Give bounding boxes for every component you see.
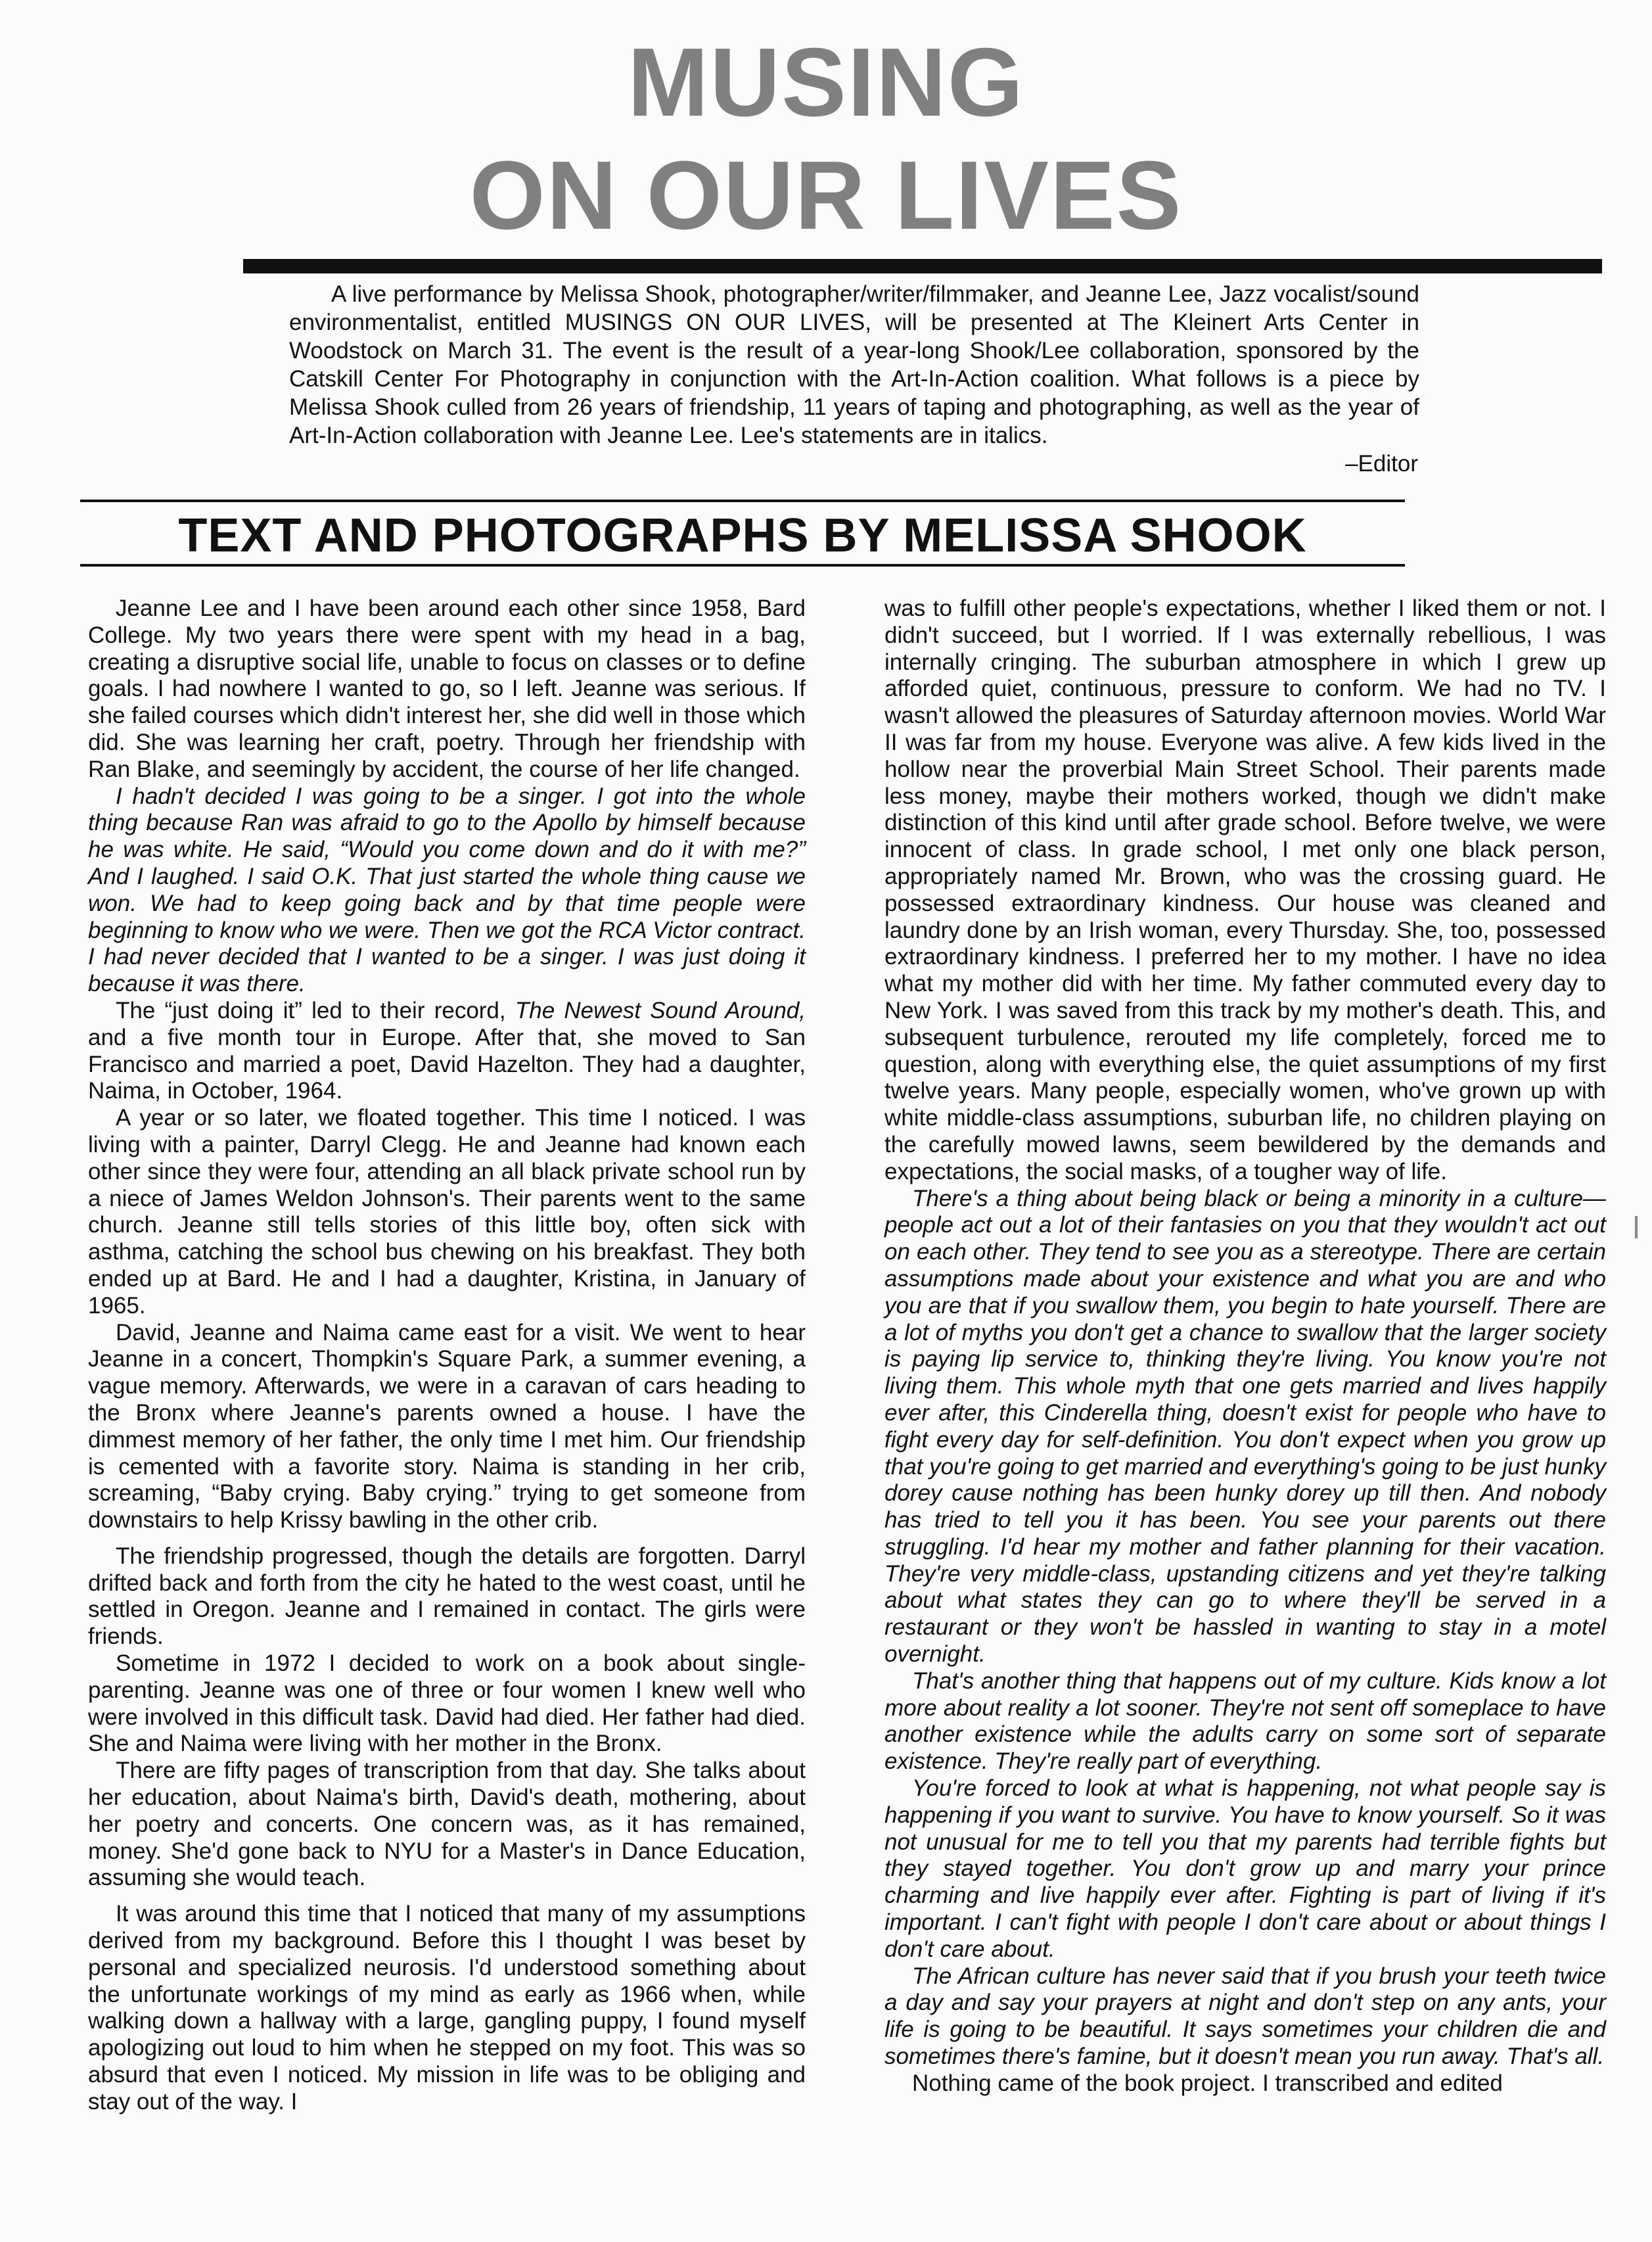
margin-mark (1635, 1216, 1638, 1238)
paragraph: It was around this time that I noticed that many of my assumptions derived from my background. Before this I thought I was beset by personal and specialized neurosis. I'd understood something about the unfortunate workings of my mind as early as 1966 when, while walking down a hallway with a large, gangling puppy, I found myself apologizing out loud to him when he stepped on my foot. This was so absurd that even I noticed. My mission in life was to be obliging and stay out of the way. I (88, 1901, 806, 2114)
title-line-1: MUSING (628, 28, 1024, 137)
quote-paragraph: That's another thing that happens out of my culture. Kids know a lot more about reality a lot sooner. They're not sent off someplace to have another existence while the adults carry on some sort of separate existence. They're really part of everything. (884, 1668, 1606, 1775)
article-column-right (884, 596, 1606, 2097)
byline-rule-bottom (80, 564, 1405, 567)
quote-paragraph: You're forced to look at what is happening, not what people say is happening if you want to survive. You have to know yourself. So it was not unusual for me to tell you that my parents had terrible fights but they stayed together. You don't grow up and marry your prince charming and live happily ever after. Fighting is part of living if it's important. I can't fight with people I don't care about or about things I don't care about. (884, 1775, 1606, 1962)
paragraph: David, Jeanne and Naima came east for a visit. We went to hear Jeanne in a concert, Thompkin's Square Park, a summer evening, a vague memory. Afterwards, we were in a caravan of cars heading to the Bronx where Jeanne's parents owned a house. I have the dimmest memory of her father, the only time I met him. Our friendship is cemented with a favorite story. Naima is standing in her crib, screaming, “Baby crying. Baby crying.” trying to get someone from downstairs to help Krissy bawling in the other crib. (88, 1319, 806, 1533)
text-run: The “just doing it” led to their record, (116, 997, 515, 1023)
paragraph: Jeanne Lee and I have been around each other since 1958, Bard College. My two years there were spent with my head in a bag, creating a disruptive social life, unable to focus on classes or to define goals. I had nowhere I wanted to go, so I left. Jeanne was serious. If she failed courses which didn't interest her, she did well in those which did. She was learning her craft, poetry. Through her friendship with Ran Blake, and seemingly by accident, the course of her life changed. (88, 596, 806, 782)
paragraph: A year or so later, we floated together. This time I noticed. I was living with a painter, Darryl Clegg. He and Jeanne had known each other since they were four, attending an all black private school run by a niece of James Weldon Johnson's. Their parents went to the same church. Jeanne still tells stories of this little boy, often sick with asthma, catching the school bus chewing on his breakfast. They both ended up at Bard. He and I had a daughter, Kristina, in January of 1965. (88, 1105, 806, 1319)
paragraph (88, 998, 806, 1105)
article-column-left (88, 596, 806, 2116)
byline: TEXT AND PHOTOGRAPHS BY MELISSA SHOOK (178, 509, 1307, 562)
paragraph: There are fifty pages of transcription from that day. She talks about her education, about Naima's birth, David's death, mothering, about her poetry and concerts. One concern was, as it has remained, money. She'd gone back to NYU for a Master's in Dance Education, assuming she would teach. (88, 1758, 806, 1891)
record-title: The Newest Sound Around, (515, 997, 806, 1023)
paragraph: was to fulfill other people's expectations, whether I liked them or not. I didn't succeed, but I worried. If I was externally rebellious, I was internally cringing. The suburban atmosphere in which I grew up afforded quiet, continuous, pressure to conform. We had no TV. I wasn't allowed the pleasures of Saturday afternoon movies. World War II was far from my house. Everyone was alive. A few kids lived in the hollow near the proverbial Main Street School. Their parents made less money, maybe their mothers worked, though we didn't make distinction of this kind until after grade school. Before twelve, we were innocent of class. In grade school, I met only one black person, appropriately named Mr. Brown, who was the crossing guard. He possessed extraordinary kindness. Our house was cleaned and laundry done by an Irish woman, every Thursday. She, too, possessed extraordinary kindness. I preferred her to my mother. I have no idea what my mother did with her time. My father commuted every day to New York. I was saved from this track by my mother's death. This, and subsequent turbulence, rerouted my life completely, forced me to question, along with everything else, the quiet assumptions of my first twelve years. Many people, especially women, who've grown up with white middle-class assumptions, suburban life, no children playing on the carefully mowed lawns, seem bewildered by the demands and expectations, the social masks, of a tougher way of life. (884, 596, 1606, 1184)
title-line-2: ON OUR LIVES (469, 141, 1183, 250)
quote-paragraph: There's a thing about being black or being a minority in a culture—people act out a lot of their fantasies on you that they wouldn't act out on each other. They tend to see you as a stereotype. There are certain assumptions made about your existence and what you are and who you are that if you swallow them, you begin to hate yourself. There are a lot of myths you don't get a chance to swallow that the larger society is paying lip service to, thinking they're living. You know you're not living them. This whole myth that one gets married and lives happily ever after, this Cinderella thing, doesn't exist for people who have to fight every day for self-definition. You don't expect when you grow up that you're going to get married and everything's going to be just hunky dorey cause nothing has been hunky dorey up till then. And nobody has tried to tell you it has been. You see your parents out there struggling. I'd hear my mother and father planning for their vacation. They're very middle-class, upstanding citizens and yet they're talking about what states they can go to where they'll be served in a restaurant or they won't be hassled in wanting to stay in a motel overnight. (884, 1185, 1606, 1668)
byline-rule-top (80, 500, 1405, 502)
intro-paragraph: A live performance by Melissa Shook, photographer/writer/filmmaker, and Jeanne Lee, Jazz vocalist/sound environmentalist, entitled MUSINGS ON OUR LIVES, will be presented at The Kleinert Arts Center in Woodstock on March 31. The event is the result of a year-long Shook/Lee collaboration, sponsored by the Catskill Center For Photography in conjunction with the Art-In-Action coalition. What follows is a piece by Melissa Shook culled from 26 years of friendship, 11 years of taping and photographing, as well as the year of Art-In-Action collaboration with Jeanne Lee. Lee's statements are in italics. (289, 281, 1419, 448)
paragraph: Nothing came of the book project. I transcribed and edited (912, 2070, 1503, 2096)
editor-credit: –Editor (1345, 451, 1418, 477)
page-title (0, 26, 1652, 252)
quote-paragraph: I hadn't decided I was going to be a singer. I got into the whole thing because Ran was afraid to go to the Apollo by himself because he was white. He said, “Would you come down and do it with me?” And I laughed. I said O.K. That just started the whole thing cause we won. We had to keep going back and by that time people were beginning to know who we were. Then we got the RCA Victor contract. I had never decided that I wanted to be a singer. I was just doing it because it was there. (88, 783, 806, 997)
quote-paragraph: The African culture has never said that if you brush your teeth twice a day and say your prayers at night and don't step on any ants, your life is going to be beautiful. It says sometimes your children die and sometimes there's famine, but it doesn't mean you run away. That's all. (884, 1963, 1606, 2070)
paragraph: Sometime in 1972 I decided to work on a book about single-parenting. Jeanne was one of three or four women I knew well who were involved in this difficult task. David had died. Her father had died. She and Naima were living with her mother in the Bronx. (88, 1650, 806, 1757)
paragraph: The friendship progressed, though the details are forgotten. Darryl drifted back and forth from the city he hated to the west coast, until he settled in Oregon. Jeanne and I remained in contact. The girls were friends. (88, 1543, 806, 1650)
text-run: and a five month tour in Europe. After that, she moved to San Francisco and married a poet, David Hazelton. They had a daughter, Naima, in October, 1964. (88, 1024, 806, 1104)
thick-divider (243, 259, 1602, 273)
